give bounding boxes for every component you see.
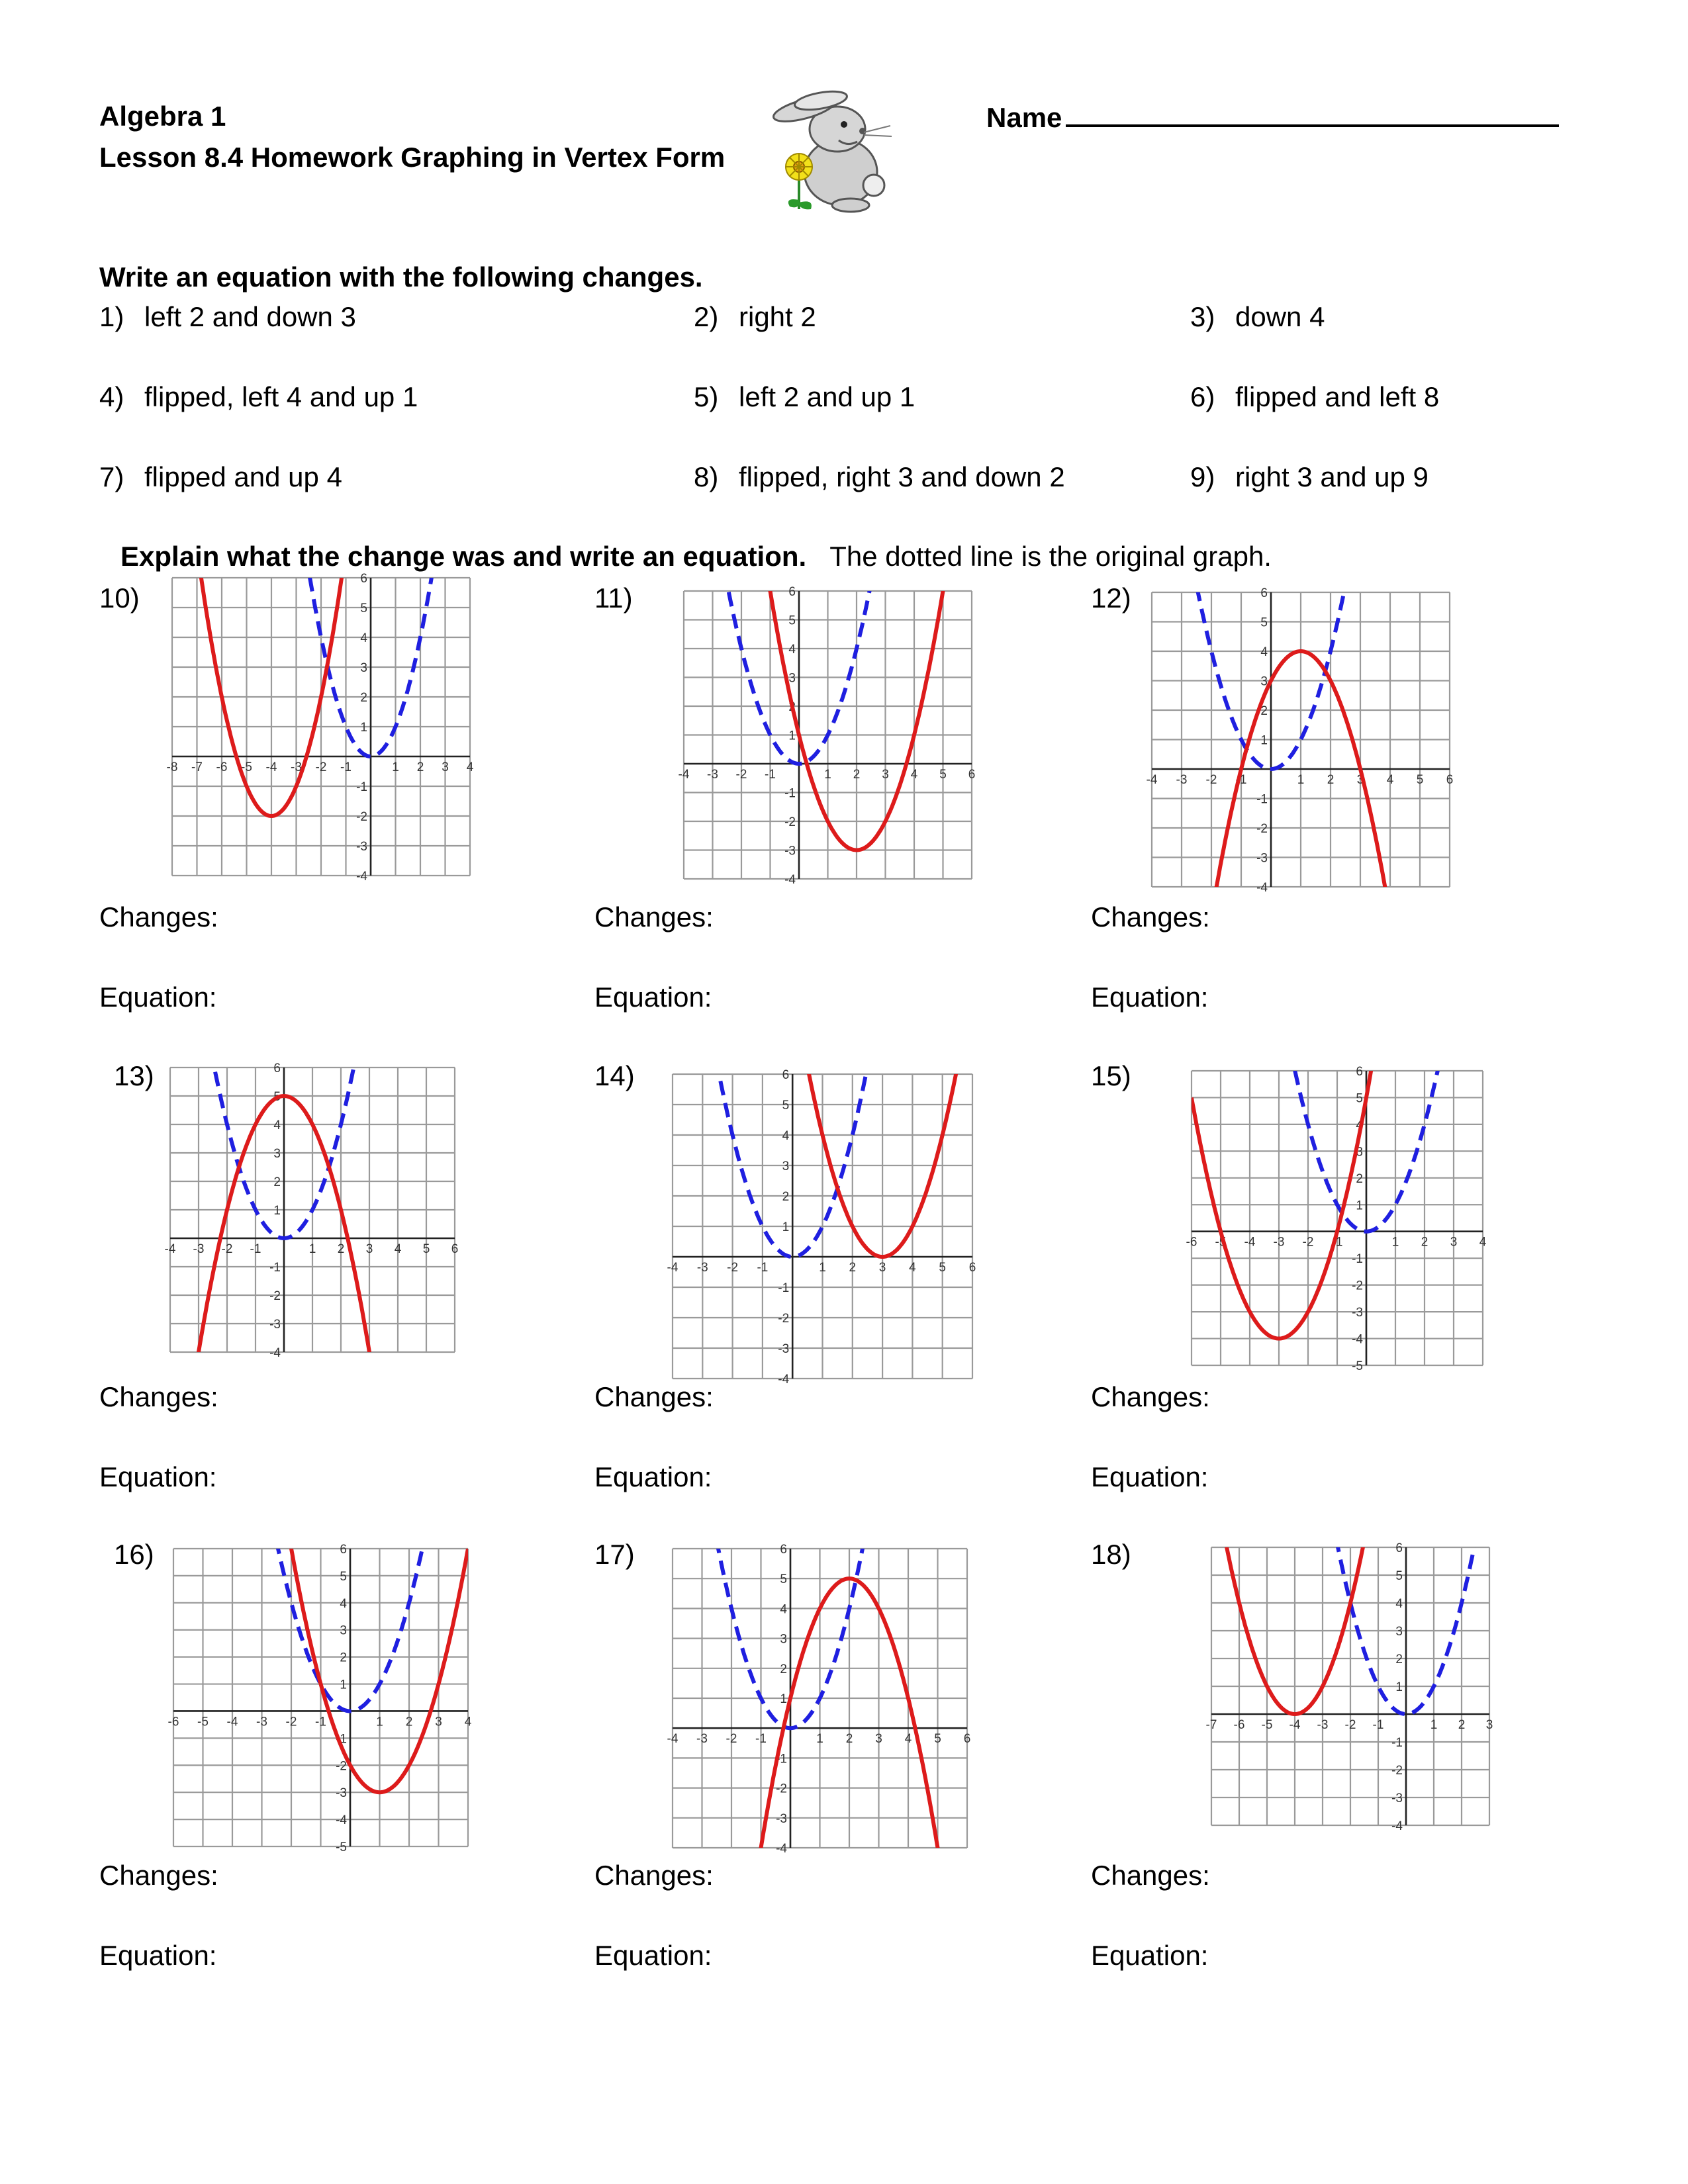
y-tick-label: -3: [778, 1342, 790, 1356]
equation-label: Equation:: [99, 1940, 217, 1971]
item-number: 4): [99, 381, 124, 412]
item-number: 5): [694, 381, 719, 412]
grid: [1192, 1071, 1483, 1365]
changes-label: Changes:: [1091, 901, 1210, 933]
item-text: flipped and left 8: [1235, 381, 1440, 412]
x-tick-label: 4: [1479, 1235, 1487, 1250]
y-tick-label: 6: [1260, 586, 1268, 600]
y-tick-label: 3: [788, 671, 796, 686]
x-tick-label: -2: [727, 1261, 739, 1275]
x-tick-label: 5: [1416, 773, 1424, 787]
problem-16-label: 16): [114, 1539, 154, 1570]
item-5: [694, 381, 915, 413]
x-tick-label: -3: [696, 1732, 708, 1747]
y-tick-label: 1: [780, 1692, 787, 1706]
y-tick-label: 6: [360, 572, 367, 586]
y-tick-label: 5: [340, 1569, 347, 1584]
x-tick-label: -4: [667, 1261, 679, 1275]
y-tick-label: 4: [782, 1129, 790, 1143]
y-tick-label: -3: [784, 844, 796, 858]
problem-17-label: 17): [594, 1539, 635, 1570]
y-tick-label: 2: [1356, 1171, 1363, 1186]
problem-15-label: 15): [1091, 1060, 1131, 1091]
x-tick-label: -1: [1235, 773, 1247, 787]
x-tick-label: 3: [875, 1732, 882, 1747]
y-tick-label: -1: [778, 1281, 790, 1295]
y-tick-label: -2: [1256, 822, 1268, 836]
y-tick-label: -1: [784, 786, 796, 801]
y-tick-label: -3: [269, 1318, 281, 1332]
y-tick-label: -4: [336, 1813, 347, 1828]
item-text: flipped, right 3 and down 2: [739, 461, 1065, 492]
y-tick-label: 3: [273, 1147, 281, 1161]
y-tick-label: -3: [356, 840, 367, 854]
y-tick-label: -5: [1352, 1359, 1363, 1373]
x-tick-label: 6: [968, 1261, 976, 1275]
y-tick-label: -1: [336, 1732, 347, 1747]
x-tick-label: 1: [816, 1732, 823, 1747]
y-tick-label: 2: [788, 700, 796, 714]
y-tick-label: 4: [780, 1602, 787, 1617]
y-tick-label: 3: [1260, 674, 1268, 689]
x-tick-label: -1: [757, 1261, 769, 1275]
x-tick-label: 1: [392, 760, 399, 774]
x-tick-label: -7: [191, 760, 203, 774]
x-tick-label: -3: [256, 1715, 267, 1729]
bunny-clipart-icon: [765, 86, 910, 218]
changes-label: Changes:: [594, 1860, 714, 1891]
problem-13-label: 13): [114, 1060, 154, 1091]
grid: [1211, 1547, 1489, 1825]
x-tick-label: -3: [193, 1242, 205, 1256]
y-tick-label: -4: [776, 1842, 787, 1856]
x-tick-label: 3: [442, 760, 449, 774]
x-tick-label: -4: [678, 768, 690, 782]
x-tick-label: -2: [221, 1242, 233, 1256]
y-tick-label: 2: [1260, 704, 1268, 718]
y-tick-label: 4: [273, 1118, 281, 1132]
equation-label: Equation:: [99, 981, 217, 1013]
graph-13: [164, 1062, 459, 1360]
x-tick-label: -2: [1302, 1235, 1314, 1250]
x-tick-label: -6: [216, 760, 228, 774]
x-tick-label: 3: [365, 1242, 373, 1256]
y-tick-label: 4: [360, 631, 367, 645]
y-tick-label: 4: [340, 1596, 347, 1611]
x-tick-label: 5: [939, 1261, 946, 1275]
x-tick-label: -4: [226, 1715, 238, 1729]
y-tick-label: 1: [1395, 1680, 1403, 1694]
graph-10: [166, 572, 474, 884]
equation-label: Equation:: [1091, 1940, 1209, 1971]
x-tick-label: 3: [1356, 773, 1364, 787]
y-tick-label: 6: [780, 1543, 787, 1557]
y-tick-label: 6: [340, 1543, 347, 1557]
y-tick-label: -4: [356, 870, 367, 884]
y-tick-label: 5: [1260, 615, 1268, 630]
y-tick-label: 2: [360, 691, 367, 705]
y-tick-label: 6: [1395, 1541, 1403, 1555]
y-tick-label: -1: [356, 780, 367, 794]
item-3: [1190, 301, 1325, 333]
problem-10-label: 10): [99, 582, 140, 614]
x-tick-label: 1: [819, 1261, 826, 1275]
x-tick-label: 4: [394, 1242, 402, 1256]
x-tick-label: -8: [166, 760, 178, 774]
x-tick-label: 4: [466, 760, 474, 774]
x-tick-label: -5: [1215, 1235, 1227, 1250]
x-tick-label: -3: [1317, 1718, 1329, 1732]
x-tick-label: 2: [405, 1715, 413, 1729]
y-tick-label: -1: [776, 1752, 787, 1766]
changes-label: Changes:: [594, 1381, 714, 1412]
x-tick-label: 2: [849, 1261, 857, 1275]
item-number: 8): [694, 461, 719, 492]
item-text: left 2 and up 1: [739, 381, 915, 412]
x-tick-label: -4: [265, 760, 277, 774]
y-tick-label: -5: [336, 1841, 347, 1854]
problem-18-label: 18): [1091, 1539, 1131, 1570]
problem-14-label: 14): [594, 1060, 635, 1091]
y-tick-label: 1: [1356, 1199, 1363, 1213]
section2-instruction-bold: Explain what the change was and write an equation.: [120, 541, 807, 572]
graph-12: [1146, 586, 1454, 895]
y-tick-label: 4: [1395, 1597, 1403, 1611]
x-tick-label: -4: [1146, 773, 1158, 787]
x-tick-label: -2: [1205, 773, 1217, 787]
name-field[interactable]: [986, 101, 1559, 134]
course-title: Algebra 1: [99, 101, 226, 132]
y-tick-label: 5: [273, 1090, 281, 1104]
changes-label: Changes:: [99, 901, 218, 933]
x-tick-label: -5: [1261, 1718, 1273, 1732]
equation-label: Equation:: [1091, 981, 1209, 1013]
y-tick-label: 2: [273, 1175, 281, 1189]
y-tick-label: 3: [1356, 1145, 1363, 1160]
y-tick-label: -4: [1391, 1819, 1403, 1833]
x-tick-label: 2: [1458, 1718, 1466, 1732]
item-number: 7): [99, 461, 124, 492]
x-tick-label: 1: [308, 1242, 316, 1256]
item-7: [99, 461, 342, 493]
x-tick-label: -4: [1244, 1235, 1256, 1250]
item-number: 9): [1190, 461, 1215, 492]
x-tick-label: 4: [910, 768, 918, 782]
graph-18: [1205, 1541, 1493, 1833]
y-tick-label: 5: [360, 602, 367, 615]
y-tick-label: 1: [782, 1220, 790, 1234]
x-tick-label: 3: [878, 1261, 886, 1275]
item-number: 6): [1190, 381, 1215, 412]
grid: [673, 1074, 972, 1379]
changes-label: Changes:: [99, 1860, 218, 1891]
x-tick-label: 6: [968, 768, 976, 782]
item-4: [99, 381, 418, 413]
graph-17: [667, 1543, 971, 1856]
name-blank-line[interactable]: [1066, 101, 1559, 127]
item-text: flipped, left 4 and up 1: [144, 381, 418, 412]
problem-11-label: 11): [594, 582, 633, 614]
y-tick-label: -1: [269, 1261, 281, 1275]
changes-label: Changes:: [1091, 1381, 1210, 1412]
graph-14: [667, 1068, 976, 1387]
y-tick-label: 5: [1356, 1091, 1363, 1106]
x-tick-label: 1: [1391, 1235, 1399, 1250]
section2-instruction-note: The dotted line is the original graph.: [829, 541, 1272, 572]
y-tick-label: -2: [356, 810, 367, 824]
item-text: right 2: [739, 301, 816, 332]
x-tick-label: 1: [824, 768, 831, 782]
x-tick-label: -4: [164, 1242, 176, 1256]
y-tick-label: 2: [782, 1190, 790, 1204]
x-tick-label: 3: [1485, 1718, 1493, 1732]
y-tick-label: 1: [273, 1204, 281, 1218]
x-tick-label: 2: [845, 1732, 853, 1747]
y-tick-label: -2: [269, 1289, 281, 1303]
y-tick-label: 4: [1356, 1118, 1363, 1132]
x-tick-label: -3: [707, 768, 718, 782]
y-tick-label: -2: [1391, 1764, 1403, 1778]
x-tick-label: 6: [1446, 773, 1454, 787]
problem-12-label: 12): [1091, 582, 1131, 614]
item-text: down 4: [1235, 301, 1325, 332]
item-number: 3): [1190, 301, 1215, 332]
y-tick-label: 2: [780, 1662, 787, 1676]
x-tick-label: 1: [376, 1715, 383, 1729]
y-tick-label: -1: [1391, 1736, 1403, 1750]
y-tick-label: -3: [336, 1786, 347, 1801]
y-tick-label: 3: [360, 661, 367, 675]
y-tick-label: 1: [788, 729, 796, 743]
y-tick-label: -2: [336, 1759, 347, 1774]
item-text: right 3 and up 9: [1235, 461, 1429, 492]
y-tick-label: 2: [1395, 1653, 1403, 1666]
item-number: 2): [694, 301, 719, 332]
y-tick-label: -2: [784, 815, 796, 829]
y-tick-label: 6: [1356, 1065, 1363, 1079]
item-text: left 2 and down 3: [144, 301, 356, 332]
x-tick-label: -1: [1372, 1718, 1384, 1732]
equation-label: Equation:: [99, 1461, 217, 1492]
item-2: [694, 301, 816, 333]
y-tick-label: 4: [788, 643, 796, 657]
y-tick-label: 6: [273, 1062, 281, 1075]
x-tick-label: 4: [464, 1715, 472, 1729]
x-tick-label: -1: [765, 768, 776, 782]
x-tick-label: 6: [963, 1732, 971, 1747]
x-tick-label: 2: [337, 1242, 345, 1256]
equation-label: Equation:: [1091, 1461, 1209, 1492]
x-tick-label: 3: [435, 1715, 442, 1729]
y-tick-label: -4: [1256, 881, 1268, 895]
y-tick-label: -3: [1352, 1306, 1363, 1320]
y-tick-label: 1: [1260, 733, 1268, 748]
y-tick-label: 5: [780, 1572, 787, 1587]
x-tick-label: 2: [1327, 773, 1335, 787]
grid: [173, 1549, 468, 1846]
y-tick-label: 4: [1260, 645, 1268, 659]
x-tick-label: 4: [904, 1732, 912, 1747]
x-tick-label: 6: [451, 1242, 459, 1256]
item-8: [694, 461, 1065, 493]
y-tick-label: 6: [788, 585, 796, 599]
y-tick-label: -2: [778, 1312, 790, 1326]
grid: [1152, 592, 1450, 887]
y-tick-label: -3: [1391, 1792, 1403, 1805]
y-tick-label: 5: [782, 1099, 790, 1113]
y-tick-label: 5: [1395, 1569, 1403, 1583]
y-tick-label: -4: [1352, 1332, 1363, 1347]
y-tick-label: 6: [782, 1068, 790, 1082]
x-tick-label: 3: [1450, 1235, 1458, 1250]
x-tick-label: -2: [1344, 1718, 1356, 1732]
y-tick-label: -2: [1352, 1279, 1363, 1293]
x-tick-label: 2: [416, 760, 424, 774]
y-tick-label: 3: [340, 1623, 347, 1638]
y-tick-label: 1: [360, 721, 367, 735]
x-tick-label: -6: [1186, 1235, 1197, 1250]
x-tick-label: 2: [1421, 1235, 1429, 1250]
x-tick-label: -2: [285, 1715, 297, 1729]
changes-label: Changes:: [1091, 1860, 1210, 1891]
x-tick-label: 2: [853, 768, 861, 782]
x-tick-label: -4: [667, 1732, 679, 1747]
y-tick-label: -4: [784, 873, 796, 887]
x-tick-label: 4: [909, 1261, 916, 1275]
x-tick-label: 5: [934, 1732, 941, 1747]
equation-label: Equation:: [594, 1940, 712, 1971]
y-tick-label: -3: [1256, 851, 1268, 866]
x-tick-label: -1: [755, 1732, 767, 1747]
x-tick-label: -3: [1176, 773, 1188, 787]
section1-instruction: Write an equation with the following changes.: [99, 261, 703, 293]
equation-label: Equation:: [594, 981, 712, 1013]
y-tick-label: 1: [340, 1678, 347, 1692]
x-tick-label: 5: [939, 768, 947, 782]
graph-15: [1186, 1065, 1487, 1373]
x-tick-label: 4: [1386, 773, 1394, 787]
x-tick-label: 1: [1297, 773, 1305, 787]
changes-label: Changes:: [594, 901, 714, 933]
x-tick-label: -1: [1331, 1235, 1343, 1250]
x-tick-label: -6: [167, 1715, 179, 1729]
name-label: Name: [986, 102, 1062, 133]
x-tick-label: -3: [291, 760, 302, 774]
x-tick-label: -6: [1233, 1718, 1245, 1732]
item-text: flipped and up 4: [144, 461, 342, 492]
y-tick-label: -4: [269, 1346, 281, 1360]
x-tick-label: 1: [1430, 1718, 1438, 1732]
item-1: [99, 301, 356, 333]
x-tick-label: 5: [422, 1242, 430, 1256]
item-6: [1190, 381, 1439, 413]
y-tick-label: 3: [780, 1632, 787, 1647]
x-tick-label: 3: [882, 768, 889, 782]
equation-label: Equation:: [594, 1461, 712, 1492]
item-9: [1190, 461, 1429, 493]
x-tick-label: -5: [241, 760, 252, 774]
x-tick-label: -3: [696, 1261, 708, 1275]
y-tick-label: 2: [340, 1651, 347, 1665]
y-tick-label: -3: [776, 1811, 787, 1826]
x-tick-label: -2: [726, 1732, 737, 1747]
x-tick-label: -5: [197, 1715, 209, 1729]
y-tick-label: -1: [1352, 1252, 1363, 1267]
y-tick-label: 3: [1395, 1625, 1403, 1639]
x-tick-label: -2: [735, 768, 747, 782]
y-tick-label: -1: [1256, 792, 1268, 807]
x-tick-label: -1: [340, 760, 352, 774]
y-tick-label: 5: [788, 614, 796, 628]
section2-instruction: [120, 541, 1272, 572]
x-tick-label: -4: [1289, 1718, 1301, 1732]
x-tick-label: -7: [1205, 1718, 1217, 1732]
y-tick-label: 3: [782, 1160, 790, 1173]
y-tick-label: -2: [776, 1782, 787, 1796]
x-tick-label: -1: [315, 1715, 326, 1729]
graph-11: [678, 585, 976, 887]
item-number: 1): [99, 301, 124, 332]
x-tick-label: -1: [250, 1242, 261, 1256]
x-tick-label: -3: [1273, 1235, 1285, 1250]
graph-16: [167, 1543, 472, 1854]
lesson-title: Lesson 8.4 Homework Graphing in Vertex Form: [99, 142, 726, 173]
y-tick-label: -4: [778, 1373, 790, 1387]
x-tick-label: -2: [315, 760, 327, 774]
changes-label: Changes:: [99, 1381, 218, 1412]
